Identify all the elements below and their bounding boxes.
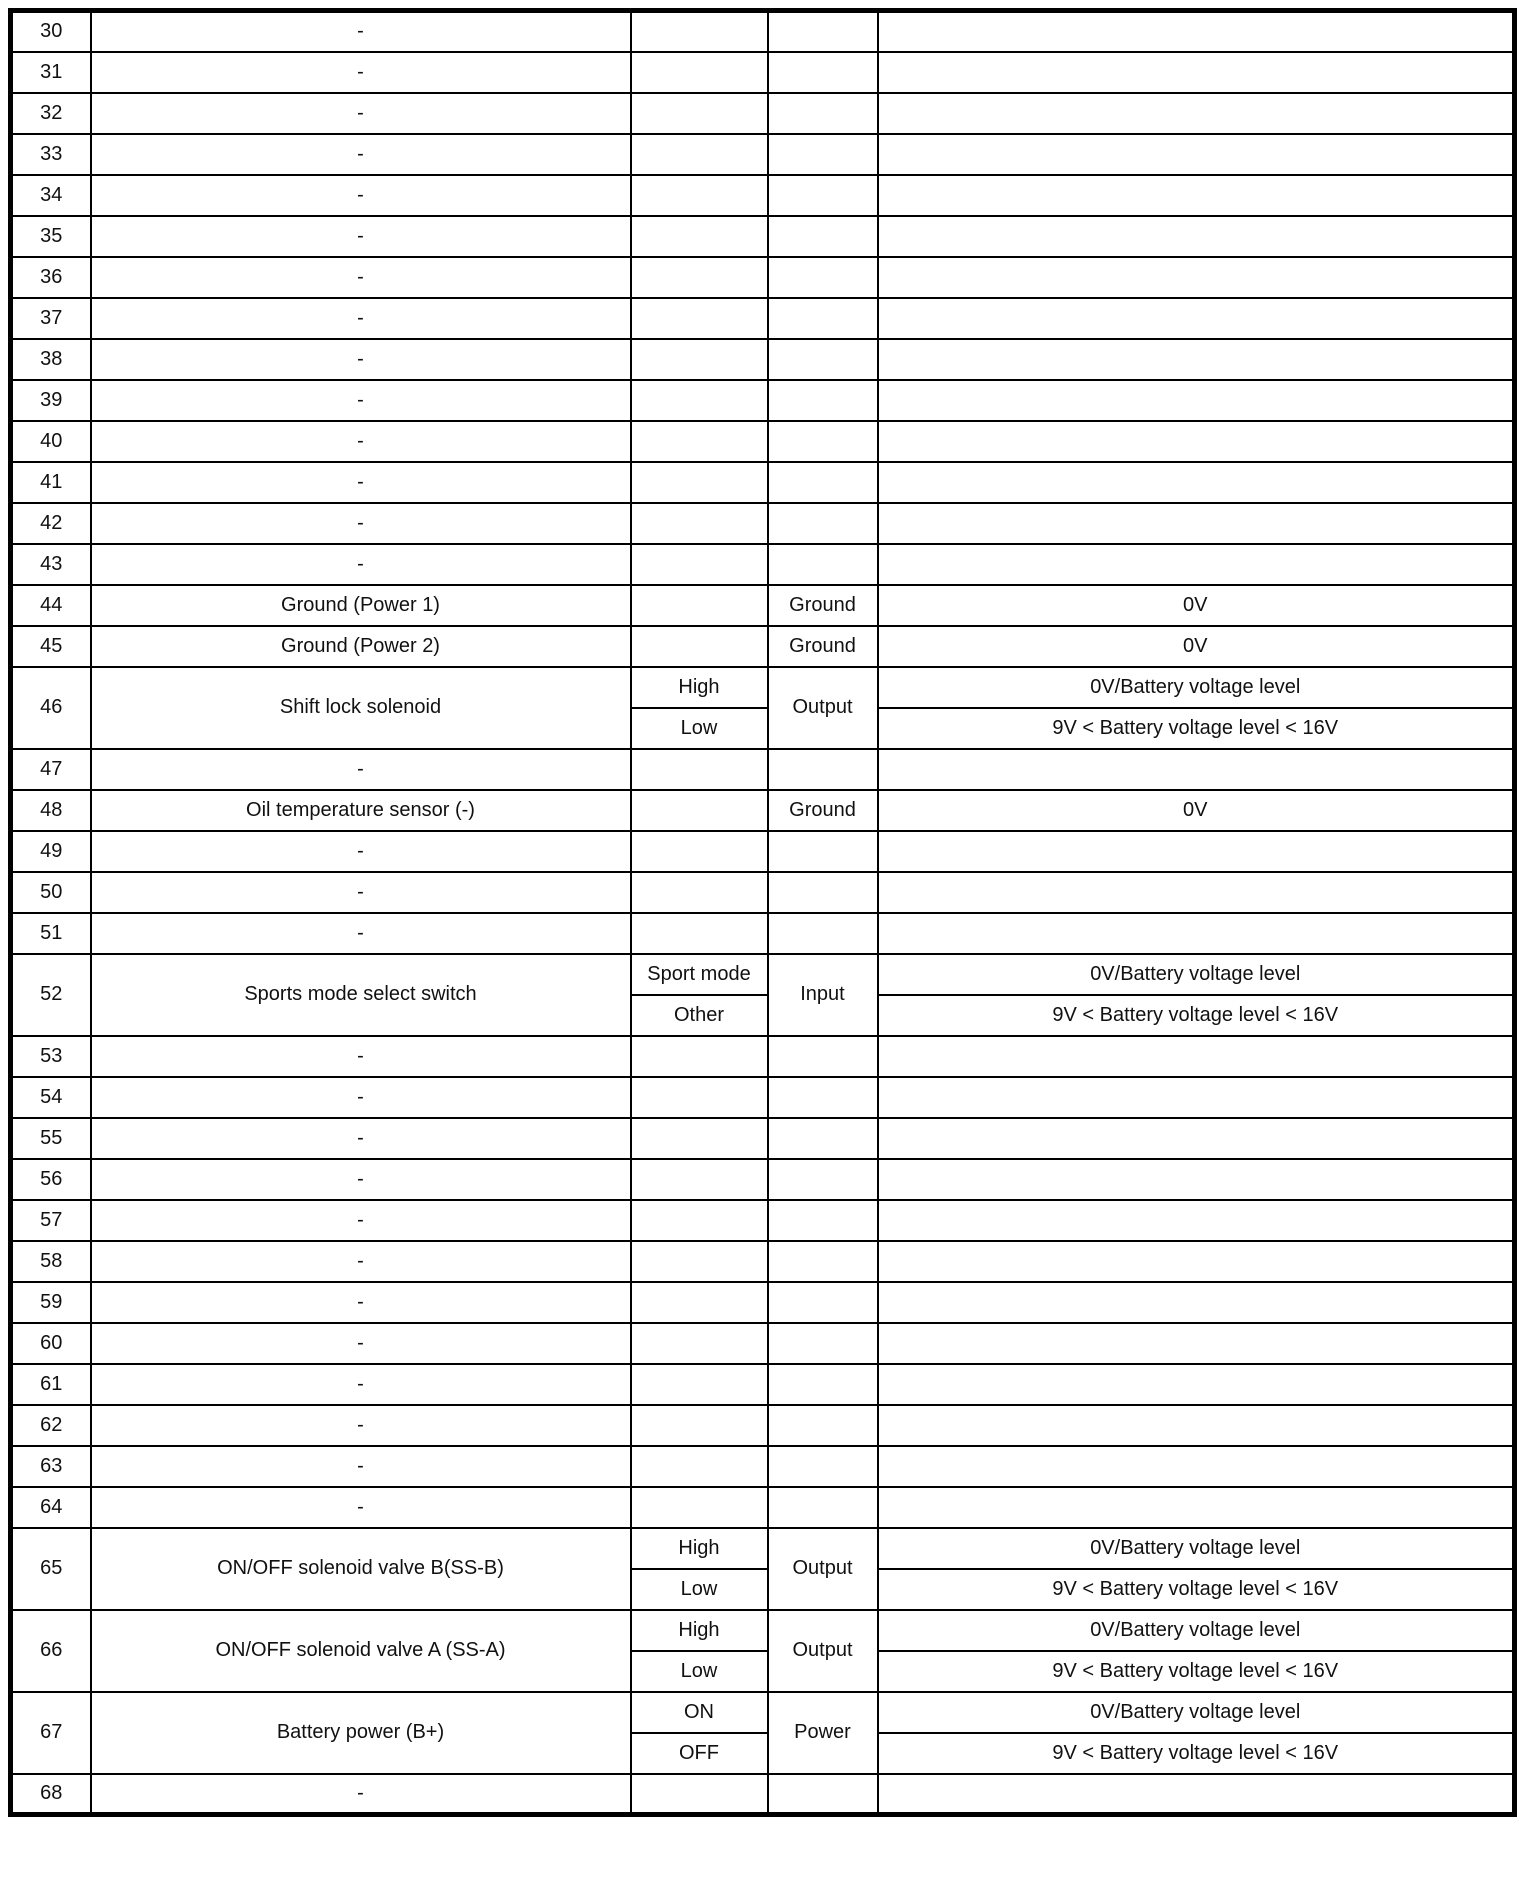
description-cell: Ground (Power 2) xyxy=(91,626,631,667)
value-cell xyxy=(878,1405,1515,1446)
condition-cell xyxy=(631,790,768,831)
condition-cell xyxy=(631,1159,768,1200)
description-cell: - xyxy=(91,1159,631,1200)
value-cell: 0V xyxy=(878,626,1515,667)
value-cell xyxy=(878,421,1515,462)
pin-cell: 40 xyxy=(11,421,91,462)
condition-cell xyxy=(631,216,768,257)
pin-cell: 43 xyxy=(11,544,91,585)
pin-cell: 60 xyxy=(11,1323,91,1364)
table-row xyxy=(11,1159,1515,1200)
description-cell: - xyxy=(91,175,631,216)
description-cell: ON/OFF solenoid valve A (SS-A) xyxy=(91,1610,631,1692)
condition-cell xyxy=(631,1446,768,1487)
description-cell: - xyxy=(91,1487,631,1528)
condition-cell xyxy=(631,585,768,626)
description-cell: - xyxy=(91,257,631,298)
condition-cell xyxy=(631,1774,768,1815)
description-cell: ON/OFF solenoid valve B(SS-B) xyxy=(91,1528,631,1610)
pin-cell: 59 xyxy=(11,1282,91,1323)
pin-cell: 51 xyxy=(11,913,91,954)
pin-cell: 32 xyxy=(11,93,91,134)
pin-cell: 56 xyxy=(11,1159,91,1200)
pin-cell: 39 xyxy=(11,380,91,421)
description-cell: - xyxy=(91,1118,631,1159)
condition-cell xyxy=(631,462,768,503)
pin-cell: 65 xyxy=(11,1528,91,1610)
type-cell xyxy=(768,503,878,544)
description-cell: Ground (Power 1) xyxy=(91,585,631,626)
description-cell: - xyxy=(91,1446,631,1487)
condition-cell xyxy=(631,1323,768,1364)
table-row xyxy=(11,1323,1515,1364)
value-cell: 0V xyxy=(878,790,1515,831)
type-cell xyxy=(768,1446,878,1487)
value-cell: 0V/Battery voltage level xyxy=(878,954,1515,995)
description-cell: - xyxy=(91,462,631,503)
pin-cell: 36 xyxy=(11,257,91,298)
pin-cell: 34 xyxy=(11,175,91,216)
type-cell: Ground xyxy=(768,585,878,626)
value-cell xyxy=(878,1200,1515,1241)
pin-table xyxy=(8,8,1517,1817)
pin-cell: 63 xyxy=(11,1446,91,1487)
type-cell xyxy=(768,93,878,134)
condition-cell xyxy=(631,626,768,667)
condition-cell: High xyxy=(631,667,768,708)
table-row xyxy=(11,831,1515,872)
pin-cell: 37 xyxy=(11,298,91,339)
value-cell xyxy=(878,1036,1515,1077)
pin-cell: 57 xyxy=(11,1200,91,1241)
table-row xyxy=(11,626,1515,667)
value-cell xyxy=(878,216,1515,257)
condition-cell xyxy=(631,93,768,134)
table-row xyxy=(11,749,1515,790)
type-cell xyxy=(768,1241,878,1282)
value-cell xyxy=(878,1774,1515,1815)
pin-cell: 45 xyxy=(11,626,91,667)
condition-cell xyxy=(631,1282,768,1323)
type-cell xyxy=(768,380,878,421)
description-cell: - xyxy=(91,1282,631,1323)
description-cell: Sports mode select switch xyxy=(91,954,631,1036)
value-cell xyxy=(878,52,1515,93)
pin-cell: 68 xyxy=(11,1774,91,1815)
type-cell xyxy=(768,52,878,93)
table-row xyxy=(11,913,1515,954)
pin-cell: 52 xyxy=(11,954,91,1036)
description-cell: - xyxy=(91,872,631,913)
table-row xyxy=(11,1282,1515,1323)
type-cell xyxy=(768,1364,878,1405)
condition-cell xyxy=(631,339,768,380)
pin-cell: 58 xyxy=(11,1241,91,1282)
type-cell xyxy=(768,421,878,462)
table-row xyxy=(11,1487,1515,1528)
type-cell xyxy=(768,1774,878,1815)
table-row xyxy=(11,175,1515,216)
table-row xyxy=(11,585,1515,626)
table-row xyxy=(11,667,1515,708)
description-cell: - xyxy=(91,216,631,257)
type-cell xyxy=(768,134,878,175)
pin-cell: 47 xyxy=(11,749,91,790)
type-cell xyxy=(768,175,878,216)
table-row xyxy=(11,1774,1515,1815)
condition-cell xyxy=(631,1241,768,1282)
description-cell: - xyxy=(91,749,631,790)
table-row xyxy=(11,216,1515,257)
description-cell: - xyxy=(91,1774,631,1815)
type-cell xyxy=(768,11,878,52)
condition-cell: OFF xyxy=(631,1733,768,1774)
condition-cell xyxy=(631,257,768,298)
description-cell: - xyxy=(91,1405,631,1446)
type-cell xyxy=(768,1405,878,1446)
description-cell: - xyxy=(91,831,631,872)
description-cell: Shift lock solenoid xyxy=(91,667,631,749)
type-cell: Ground xyxy=(768,790,878,831)
description-cell: Battery power (B+) xyxy=(91,1692,631,1774)
table-row xyxy=(11,380,1515,421)
description-cell: - xyxy=(91,93,631,134)
condition-cell xyxy=(631,1077,768,1118)
pin-cell: 67 xyxy=(11,1692,91,1774)
value-cell xyxy=(878,298,1515,339)
value-cell: 9V < Battery voltage level < 16V xyxy=(878,1569,1515,1610)
value-cell xyxy=(878,749,1515,790)
description-cell: - xyxy=(91,134,631,175)
condition-cell xyxy=(631,872,768,913)
condition-cell xyxy=(631,831,768,872)
value-cell xyxy=(878,1487,1515,1528)
table-row xyxy=(11,134,1515,175)
description-cell: - xyxy=(91,11,631,52)
condition-cell: Low xyxy=(631,708,768,749)
value-cell xyxy=(878,257,1515,298)
table-row xyxy=(11,257,1515,298)
condition-cell: High xyxy=(631,1610,768,1651)
condition-cell: ON xyxy=(631,1692,768,1733)
value-cell: 0V/Battery voltage level xyxy=(878,667,1515,708)
type-cell xyxy=(768,872,878,913)
type-cell xyxy=(768,913,878,954)
value-cell xyxy=(878,831,1515,872)
table-row xyxy=(11,1077,1515,1118)
value-cell xyxy=(878,1077,1515,1118)
condition-cell: Low xyxy=(631,1569,768,1610)
description-cell: - xyxy=(91,298,631,339)
description-cell: - xyxy=(91,544,631,585)
type-cell: Output xyxy=(768,1528,878,1610)
description-cell: - xyxy=(91,421,631,462)
description-cell: Oil temperature sensor (-) xyxy=(91,790,631,831)
value-cell xyxy=(878,1118,1515,1159)
type-cell xyxy=(768,1159,878,1200)
value-cell xyxy=(878,175,1515,216)
condition-cell: Low xyxy=(631,1651,768,1692)
table-row xyxy=(11,11,1515,52)
table-row xyxy=(11,1364,1515,1405)
condition-cell xyxy=(631,544,768,585)
value-cell xyxy=(878,1282,1515,1323)
description-cell: - xyxy=(91,1323,631,1364)
pin-cell: 66 xyxy=(11,1610,91,1692)
value-cell xyxy=(878,1364,1515,1405)
pin-table-body xyxy=(11,11,1515,1815)
description-cell: - xyxy=(91,1241,631,1282)
type-cell xyxy=(768,1077,878,1118)
table-row xyxy=(11,1692,1515,1733)
table-row xyxy=(11,1446,1515,1487)
condition-cell xyxy=(631,749,768,790)
value-cell xyxy=(878,913,1515,954)
type-cell: Power xyxy=(768,1692,878,1774)
table-row xyxy=(11,1610,1515,1651)
value-cell: 0V xyxy=(878,585,1515,626)
description-cell: - xyxy=(91,1200,631,1241)
type-cell xyxy=(768,339,878,380)
pin-cell: 64 xyxy=(11,1487,91,1528)
description-cell: - xyxy=(91,1036,631,1077)
value-cell: 9V < Battery voltage level < 16V xyxy=(878,1651,1515,1692)
type-cell: Output xyxy=(768,1610,878,1692)
pin-cell: 48 xyxy=(11,790,91,831)
table-row xyxy=(11,339,1515,380)
pin-cell: 35 xyxy=(11,216,91,257)
table-row xyxy=(11,503,1515,544)
description-cell: - xyxy=(91,52,631,93)
type-cell: Ground xyxy=(768,626,878,667)
value-cell xyxy=(878,1241,1515,1282)
type-cell xyxy=(768,1118,878,1159)
condition-cell: High xyxy=(631,1528,768,1569)
type-cell xyxy=(768,257,878,298)
condition-cell xyxy=(631,421,768,462)
condition-cell xyxy=(631,134,768,175)
type-cell xyxy=(768,831,878,872)
pin-cell: 55 xyxy=(11,1118,91,1159)
table-row xyxy=(11,298,1515,339)
pin-cell: 46 xyxy=(11,667,91,749)
value-cell: 0V/Battery voltage level xyxy=(878,1610,1515,1651)
description-cell: - xyxy=(91,1077,631,1118)
table-row xyxy=(11,954,1515,995)
value-cell xyxy=(878,462,1515,503)
condition-cell xyxy=(631,175,768,216)
value-cell xyxy=(878,544,1515,585)
condition-cell xyxy=(631,1487,768,1528)
pin-cell: 62 xyxy=(11,1405,91,1446)
table-row xyxy=(11,1528,1515,1569)
value-cell xyxy=(878,1323,1515,1364)
table-row xyxy=(11,1241,1515,1282)
value-cell xyxy=(878,11,1515,52)
description-cell: - xyxy=(91,913,631,954)
table-row xyxy=(11,1118,1515,1159)
type-cell xyxy=(768,1200,878,1241)
pin-cell: 44 xyxy=(11,585,91,626)
condition-cell xyxy=(631,1405,768,1446)
pin-cell: 41 xyxy=(11,462,91,503)
value-cell xyxy=(878,380,1515,421)
value-cell xyxy=(878,872,1515,913)
type-cell xyxy=(768,544,878,585)
type-cell xyxy=(768,749,878,790)
pin-cell: 42 xyxy=(11,503,91,544)
type-cell: Input xyxy=(768,954,878,1036)
condition-cell xyxy=(631,298,768,339)
value-cell: 9V < Battery voltage level < 16V xyxy=(878,708,1515,749)
condition-cell xyxy=(631,1036,768,1077)
table-row xyxy=(11,1036,1515,1077)
condition-cell xyxy=(631,1118,768,1159)
table-row xyxy=(11,872,1515,913)
pin-cell: 53 xyxy=(11,1036,91,1077)
table-row xyxy=(11,1200,1515,1241)
condition-cell xyxy=(631,503,768,544)
type-cell xyxy=(768,462,878,503)
value-cell: 0V/Battery voltage level xyxy=(878,1692,1515,1733)
value-cell xyxy=(878,134,1515,175)
pin-cell: 31 xyxy=(11,52,91,93)
condition-cell xyxy=(631,1200,768,1241)
condition-cell: Sport mode xyxy=(631,954,768,995)
type-cell xyxy=(768,298,878,339)
table-row xyxy=(11,462,1515,503)
pin-cell: 33 xyxy=(11,134,91,175)
condition-cell: Other xyxy=(631,995,768,1036)
condition-cell xyxy=(631,913,768,954)
type-cell xyxy=(768,1036,878,1077)
value-cell xyxy=(878,1159,1515,1200)
pin-cell: 50 xyxy=(11,872,91,913)
description-cell: - xyxy=(91,339,631,380)
table-row xyxy=(11,93,1515,134)
pin-cell: 30 xyxy=(11,11,91,52)
value-cell: 9V < Battery voltage level < 16V xyxy=(878,1733,1515,1774)
table-row xyxy=(11,544,1515,585)
value-cell xyxy=(878,339,1515,380)
type-cell xyxy=(768,1323,878,1364)
value-cell xyxy=(878,1446,1515,1487)
condition-cell xyxy=(631,11,768,52)
description-cell: - xyxy=(91,503,631,544)
value-cell: 0V/Battery voltage level xyxy=(878,1528,1515,1569)
value-cell xyxy=(878,93,1515,134)
table-row xyxy=(11,790,1515,831)
condition-cell xyxy=(631,380,768,421)
pin-cell: 38 xyxy=(11,339,91,380)
pin-cell: 49 xyxy=(11,831,91,872)
description-cell: - xyxy=(91,380,631,421)
description-cell: - xyxy=(91,1364,631,1405)
type-cell xyxy=(768,1487,878,1528)
type-cell xyxy=(768,216,878,257)
value-cell xyxy=(878,503,1515,544)
value-cell: 9V < Battery voltage level < 16V xyxy=(878,995,1515,1036)
pin-cell: 54 xyxy=(11,1077,91,1118)
type-cell: Output xyxy=(768,667,878,749)
table-row xyxy=(11,52,1515,93)
condition-cell xyxy=(631,52,768,93)
type-cell xyxy=(768,1282,878,1323)
condition-cell xyxy=(631,1364,768,1405)
table-row xyxy=(11,421,1515,462)
table-row xyxy=(11,1405,1515,1446)
pin-cell: 61 xyxy=(11,1364,91,1405)
